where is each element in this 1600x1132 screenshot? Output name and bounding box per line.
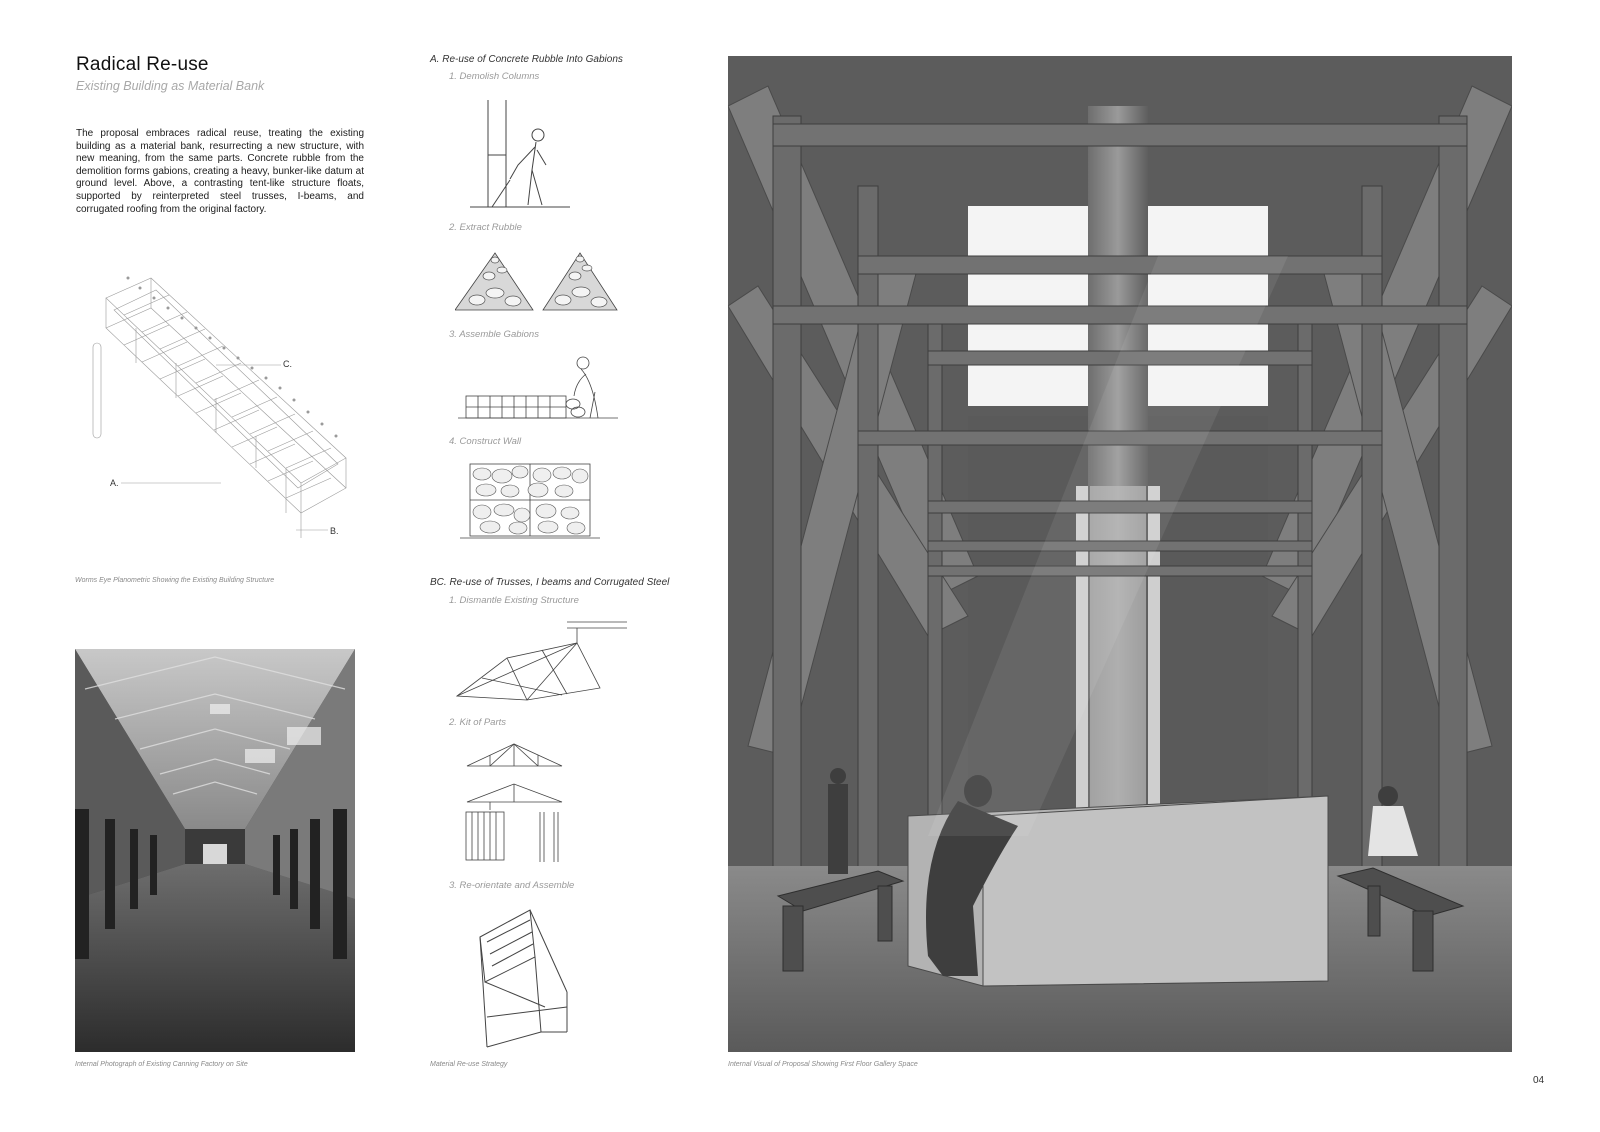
intro-paragraph: The proposal embraces radical reuse, treating the existing building as a material bank, resurrecting a new structure, with new meaning, from the same parts. Concrete rubble from the demolition forms gabions, creating a heavy, bunker-like datum at ground level. Above, a contrasting tent-like structure floats, supported by reinterpreted steel trusses, I-beams, and corrugated roofing from the original factory. <box>76 128 364 215</box>
photo-caption: Internal Photograph of Existing Canning Factory on Site <box>75 1061 248 1068</box>
kit-of-parts-sketch <box>462 740 572 868</box>
step-bc3: 3. Re-orientate and Assemble <box>449 880 575 891</box>
page-title: Radical Re-use <box>76 54 209 75</box>
axo-label-b: B. <box>330 526 339 536</box>
dismantle-structure-sketch <box>452 618 627 703</box>
step-bc1: 1. Dismantle Existing Structure <box>449 595 579 606</box>
rubble-piles-sketch <box>455 248 620 313</box>
assemble-gabions-sketch <box>458 352 623 422</box>
gallery-render <box>728 56 1512 1052</box>
render-caption: Internal Visual of Proposal Showing First Floor Gallery Space <box>728 1061 918 1068</box>
section-a-heading: A. Re-use of Concrete Rubble Into Gabions <box>430 54 623 65</box>
gabion-wall-sketch <box>460 460 600 542</box>
step-a3: 3. Assemble Gabions <box>449 329 539 340</box>
section-bc-heading: BC. Re-use of Trusses, I beams and Corrugated Steel <box>430 577 670 588</box>
step-bc2: 2. Kit of Parts <box>449 717 507 728</box>
step-a2: 2. Extract Rubble <box>449 222 522 233</box>
axo-caption: Worms Eye Planometric Showing the Existing Building Structure <box>75 577 275 584</box>
reassemble-sketch <box>475 902 585 1052</box>
demolish-columns-sketch <box>470 95 590 210</box>
axo-label-a: A. <box>110 478 119 488</box>
axo-label-c: C. <box>283 359 292 369</box>
step-a4: 4. Construct Wall <box>449 436 522 447</box>
factory-photo <box>75 649 355 1052</box>
step-a1: 1. Demolish Columns <box>449 71 540 82</box>
page-number: 04 <box>1533 1075 1545 1086</box>
strategy-caption: Material Re-use Strategy <box>430 1061 508 1068</box>
page-subtitle: Existing Building as Material Bank <box>76 79 265 93</box>
axonometric-drawing <box>76 268 366 578</box>
